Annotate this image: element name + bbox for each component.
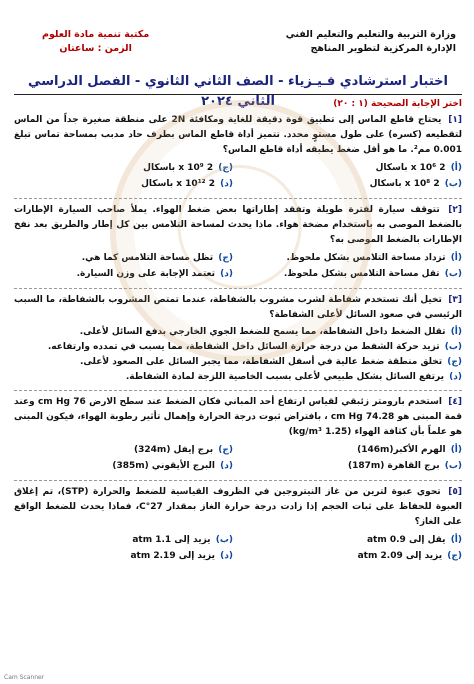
option-label: (أ): [450, 445, 462, 455]
question-4: [14, 395, 462, 440]
scanner-footer: Cam Scanner: [4, 674, 45, 681]
question-1-options: [14, 160, 462, 192]
ministry-name: [286, 28, 456, 56]
option-text: تزيد حركة الشفط من درجة حرارة السائل داخل الشفاطة، مما يسبب في تمدده وارتفاعه.: [47, 342, 440, 352]
question-1: [14, 113, 462, 158]
option-label: (ب): [444, 342, 462, 352]
option-text: 2 x 10⁶ باسكال: [375, 163, 446, 173]
option-text: 2 x 10⁸ باسكال: [369, 179, 440, 189]
question-2-options: [14, 250, 462, 282]
option-b[interactable]: [243, 458, 462, 474]
option-d[interactable]: [14, 370, 462, 385]
option-label: (ج): [218, 253, 233, 263]
option-text: برج القاهرة (187m): [347, 461, 440, 471]
option-label: (ب): [215, 535, 233, 545]
option-text: يزيد إلى 2.09 atm: [357, 551, 443, 561]
option-d[interactable]: [14, 266, 233, 282]
option-label: (د): [220, 269, 233, 279]
option-text: يقل إلى 0.9 atm: [366, 535, 446, 545]
option-text: تزداد مساحة التلامس بشكل ملحوظ.: [286, 253, 446, 263]
option-c[interactable]: [14, 355, 462, 370]
question-divider: [14, 390, 462, 391]
option-label: (ب): [444, 461, 462, 471]
question-text: استخدم بارومتر زئبقي لقياس ارتفاع أحد المباني فكان الضغط عند سطح الارض 76 cm Hg وعند قمة المبنى هو 74.28 cm Hg ، بافتراض ثبوت درجة الحرارة وإهمال تأثير رطوبة الهواء، فيكون المبنى هو علماً بأن كثافة الهواء (1.25 kg/m³): [14, 397, 463, 437]
option-text: يرتفع السائل بشكل طبيعي لأعلى بسبب الخاصية اللزجة لمادة الشفاطة.: [125, 372, 444, 382]
question-number: [٤]: [448, 397, 463, 407]
option-text: تظل مساحة التلامس كما هي.: [81, 253, 214, 263]
option-b[interactable]: [243, 176, 462, 192]
question-divider: [14, 288, 462, 289]
option-label: (أ): [450, 327, 462, 337]
question-number: [٥]: [448, 487, 462, 497]
question-divider: [14, 480, 462, 481]
question-5: [14, 485, 462, 530]
option-label: (د): [220, 551, 233, 561]
option-label: (أ): [450, 163, 462, 173]
option-d[interactable]: [14, 458, 233, 474]
option-c[interactable]: [243, 548, 462, 564]
option-text: الهرم الأكبر(146m): [357, 445, 446, 455]
option-label: (ب): [444, 179, 462, 189]
question-3: [14, 293, 462, 323]
option-text: يزيد إلى 2.19 atm: [130, 551, 215, 561]
library-name: مكتبة تنمية مادة العلوم: [42, 29, 150, 40]
option-d[interactable]: [14, 548, 233, 564]
library-and-duration: [42, 28, 149, 56]
option-a[interactable]: [243, 250, 462, 266]
question-divider: [14, 198, 462, 199]
option-label: (أ): [450, 535, 462, 545]
option-label: (ب): [444, 269, 462, 279]
question-text: تتوقف سيارة لفترة طويلة وتفقد إطاراتها بعض ضغط الهواء. يملأ صاحب السيارة الإطارات بالضغط الموصى به باستخدام مضخة هواء. ماذا يحدث لمساحة التلامس بين كل إطار والطريق بعد نفخ الإطارات بالضغط الموصى به؟: [14, 205, 462, 245]
ministry-line-2: الإدارة المركزية لتطوير المناهج: [310, 43, 456, 54]
option-c[interactable]: [14, 442, 233, 458]
question-4-options: [14, 442, 462, 474]
option-text: تعتمد الإجابة على وزن السيارة.: [76, 269, 215, 279]
option-label: (ج): [218, 445, 233, 455]
option-a[interactable]: [243, 442, 462, 458]
exam-duration: الزمن : ساعتان: [59, 43, 132, 54]
option-b[interactable]: [14, 532, 233, 548]
option-a[interactable]: [14, 325, 462, 340]
instruction: اختر الإجابة الصحيحة (١ : ٢٠): [333, 99, 462, 109]
option-a[interactable]: [243, 160, 462, 176]
option-text: يزيد إلى 1.1 atm: [132, 535, 211, 545]
option-b[interactable]: [14, 340, 462, 355]
question-3-options: [14, 325, 462, 385]
option-d[interactable]: [14, 176, 233, 192]
option-label: (ج): [218, 163, 233, 173]
question-number: [٢]: [448, 205, 462, 215]
option-label: (أ): [450, 253, 462, 263]
option-label: (د): [220, 461, 233, 471]
question-number: [٣]: [448, 295, 462, 305]
option-label: (د): [220, 179, 233, 189]
exam-title: اختبار استرشادي فـيـزياء - الصف الثاني الثانوي - الفصل الدراسي الثاني ٢٠٢٤: [28, 74, 448, 109]
question-text: تخيل أنك تستخدم شفاطة لشرب مشروب بالشفاطة، عندما تمتص المشروب بالشفاطة، ما السبب الرئيسي في صعود السائل لأعلى الشفاطة؟: [14, 295, 462, 320]
option-c[interactable]: [14, 250, 233, 266]
option-label: (ج): [447, 551, 462, 561]
ministry-line-1: وزارة التربية والتعليم والتعليم الفني: [285, 29, 456, 40]
question-2: [14, 203, 462, 248]
option-text: البرج الأيقوني (385m): [112, 461, 215, 471]
question-text: تحوي عبوة لترين من غاز النيتروجين في الظروف القياسية للضغط والحرارة (STP)، تم إغلاق العبوة للحفاظ على ثبات الحجم إذا زادت درجة حرارة الغاز بمقدار 27°C، فماذا يحدث للضغط الواقع على الغاز؟: [14, 487, 462, 527]
option-a[interactable]: [243, 532, 462, 548]
option-text: 2 x 10⁹ باسكال: [143, 163, 214, 173]
question-text: يحتاج قاطع الماس إلى تطبيق قوة دقيقة للغاية ومكافئة 2N على منطقة صغيرة جداً من الماس لتقطيعه (كسره) على طول مستوٍ محدد. تتميز أداة قاطع الماس بطرف حاد مدبب بمساحة تماس تبلغ 0.001 مم². ما هو أقل ضغط يطبقه أداة قاطع الماس؟: [14, 115, 462, 155]
option-text: برج إيفل (324m): [134, 445, 214, 455]
option-b[interactable]: [243, 266, 462, 282]
page-header: [14, 0, 462, 72]
option-text: تقلل الضغط داخل الشفاطة، مما يسمح للضغط الجوي الخارجي بدفع السائل لأعلى.: [79, 327, 446, 337]
option-text: تقل مساحة التلامس بشكل ملحوظ.: [283, 269, 440, 279]
question-5-options: [14, 532, 462, 564]
option-c[interactable]: [14, 160, 233, 176]
option-text: تخلق منطقة ضغط عالية في أسفل الشفاطة، مما يجبر السائل على الصعود لأعلى.: [80, 357, 443, 367]
option-label: (ج): [447, 357, 462, 367]
question-number: [١]: [448, 115, 462, 125]
option-text: 2 x 10¹² باسكال: [141, 179, 215, 189]
option-label: (د): [449, 372, 462, 382]
